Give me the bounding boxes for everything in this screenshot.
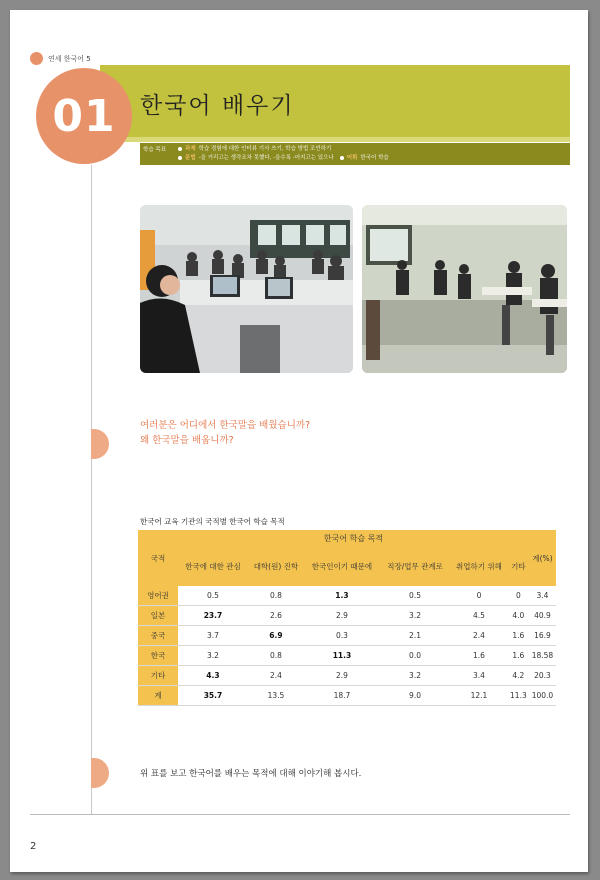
goal-tag: 어휘 [346,155,358,161]
col-header-country: 국적 [138,530,178,586]
unit-number: 01 [52,90,116,142]
table-cell: 18.7 [333,691,351,700]
table-cell: 9.0 [409,691,421,700]
table-cell: 2.4 [269,671,282,680]
table-row [138,626,556,646]
row-country: 기타 [138,666,178,686]
series-title: 연세 한국어 5 [48,54,91,63]
question-line: 왜 한국말을 배웁니까? [140,435,234,446]
col-header-total: 계(%) [529,530,556,586]
unit-number-badge [36,68,132,164]
section-tab-marker [91,758,109,788]
row-country: 영어권 [138,586,178,606]
goals-label: 학습 목표 [143,147,167,153]
table-cell: 0 [476,591,482,600]
classroom-photo-right-image [362,205,567,373]
table-cell: 23.7 [203,611,223,620]
table-cell: 0.0 [409,651,421,660]
page-number: 2 [30,841,37,852]
discussion-question [140,418,310,448]
table-cell: 6.9 [269,631,283,640]
table-cell: 0.8 [269,651,282,660]
table-row [138,666,556,686]
col-header: 직장/업무 관계로 [380,546,450,586]
goal-item [178,154,389,162]
unit-title: 한국어 배우기 [140,93,295,119]
discussion-prompt: 위 표를 보고 한국어를 배우는 목적에 대해 이야기해 봅시다. [140,769,362,779]
table-row [138,646,556,666]
goal-tag: 문법 [185,155,196,161]
table-cell: 1.6 [512,631,525,640]
table-row-total [138,686,556,706]
table-cell: 4.2 [512,671,525,680]
table-cell: 18.58 [531,651,554,660]
table-cell: 3.2 [409,611,421,620]
col-header: 대학(원) 진학 [248,546,304,586]
table-cell: 3.4 [536,591,549,600]
table-cell: 2.1 [409,631,421,640]
col-header: 취업하기 위해 [450,546,508,586]
goal-tag: 과제 [185,146,196,152]
col-group-header: 한국어 학습 목적 [178,530,529,546]
table-cell: 0 [515,591,521,600]
table-cell: 16.9 [534,631,551,640]
table-cell: 0.5 [409,591,421,600]
table-cell: 4.5 [473,611,485,620]
series-header [30,52,91,65]
row-country: 일본 [138,606,178,626]
footer-rule [30,814,570,815]
bullet-icon [340,156,344,160]
table-cell: 0.3 [335,631,348,640]
table-cell: 1.6 [512,651,525,660]
goal-text: 한국어 학습 [360,155,389,161]
table-cell: 2.4 [473,631,485,640]
table-cell: 100.0 [531,691,554,700]
row-country: 한국 [138,646,178,666]
col-header: 기타 [508,546,529,586]
bullet-icon [178,147,182,151]
table-cell: 4.3 [206,671,220,680]
row-country: 계 [138,686,178,706]
margin-rule [91,165,92,815]
table-cell: 0.5 [206,591,219,600]
table-cell: 2.6 [269,611,282,620]
table-cell: 40.9 [534,611,551,620]
unit-banner-stripe [100,137,570,142]
table-title: 한국어 교육 기관의 국적별 한국어 학습 목적 [140,517,285,526]
table-row [138,606,556,626]
classroom-photo-left [140,205,353,373]
question-line: 여러분은 어디에서 한국말을 배웠습니까? [140,420,311,431]
series-dot-icon [30,52,43,65]
table-cell: 3.2 [206,651,219,660]
section-tab-marker [91,429,109,459]
table-cell: 3.4 [473,671,485,680]
table-cell: 12.1 [470,691,488,700]
table-cell: 3.7 [206,631,219,640]
table-cell: 11.3 [332,651,352,660]
goal-text: -을 거리고는 생각조차 못했다, -을수록 -어지고는 있으나 [198,155,334,161]
table-cell: 35.7 [203,691,223,700]
col-header: 한국인이기 때문에 [304,546,380,586]
table-cell: 13.5 [267,691,285,700]
purpose-table [138,530,556,706]
table-cell: 0.8 [269,591,282,600]
table-cell: 4.0 [512,611,525,620]
table-cell: 2.9 [335,611,348,620]
row-country: 중국 [138,626,178,646]
classroom-photo-left-image [140,205,353,373]
learning-goals [140,143,570,165]
classroom-photo-right [362,205,567,373]
table-cell: 1.3 [335,591,349,600]
table-row [138,586,556,606]
table-cell: 1.6 [473,651,485,660]
table-cell: 11.3 [510,691,527,700]
textbook-page [10,10,588,872]
table-cell: 2.9 [335,671,348,680]
table-cell: 3.2 [409,671,421,680]
goal-text: 학습 경험에 대한 인터뷰 기사 쓰기, 학습 방법 조언하기 [198,146,332,152]
goal-item [178,145,331,153]
table-cell: 20.3 [534,671,551,680]
bullet-icon [178,156,182,160]
col-header: 한국에 대한 관심 [178,546,248,586]
